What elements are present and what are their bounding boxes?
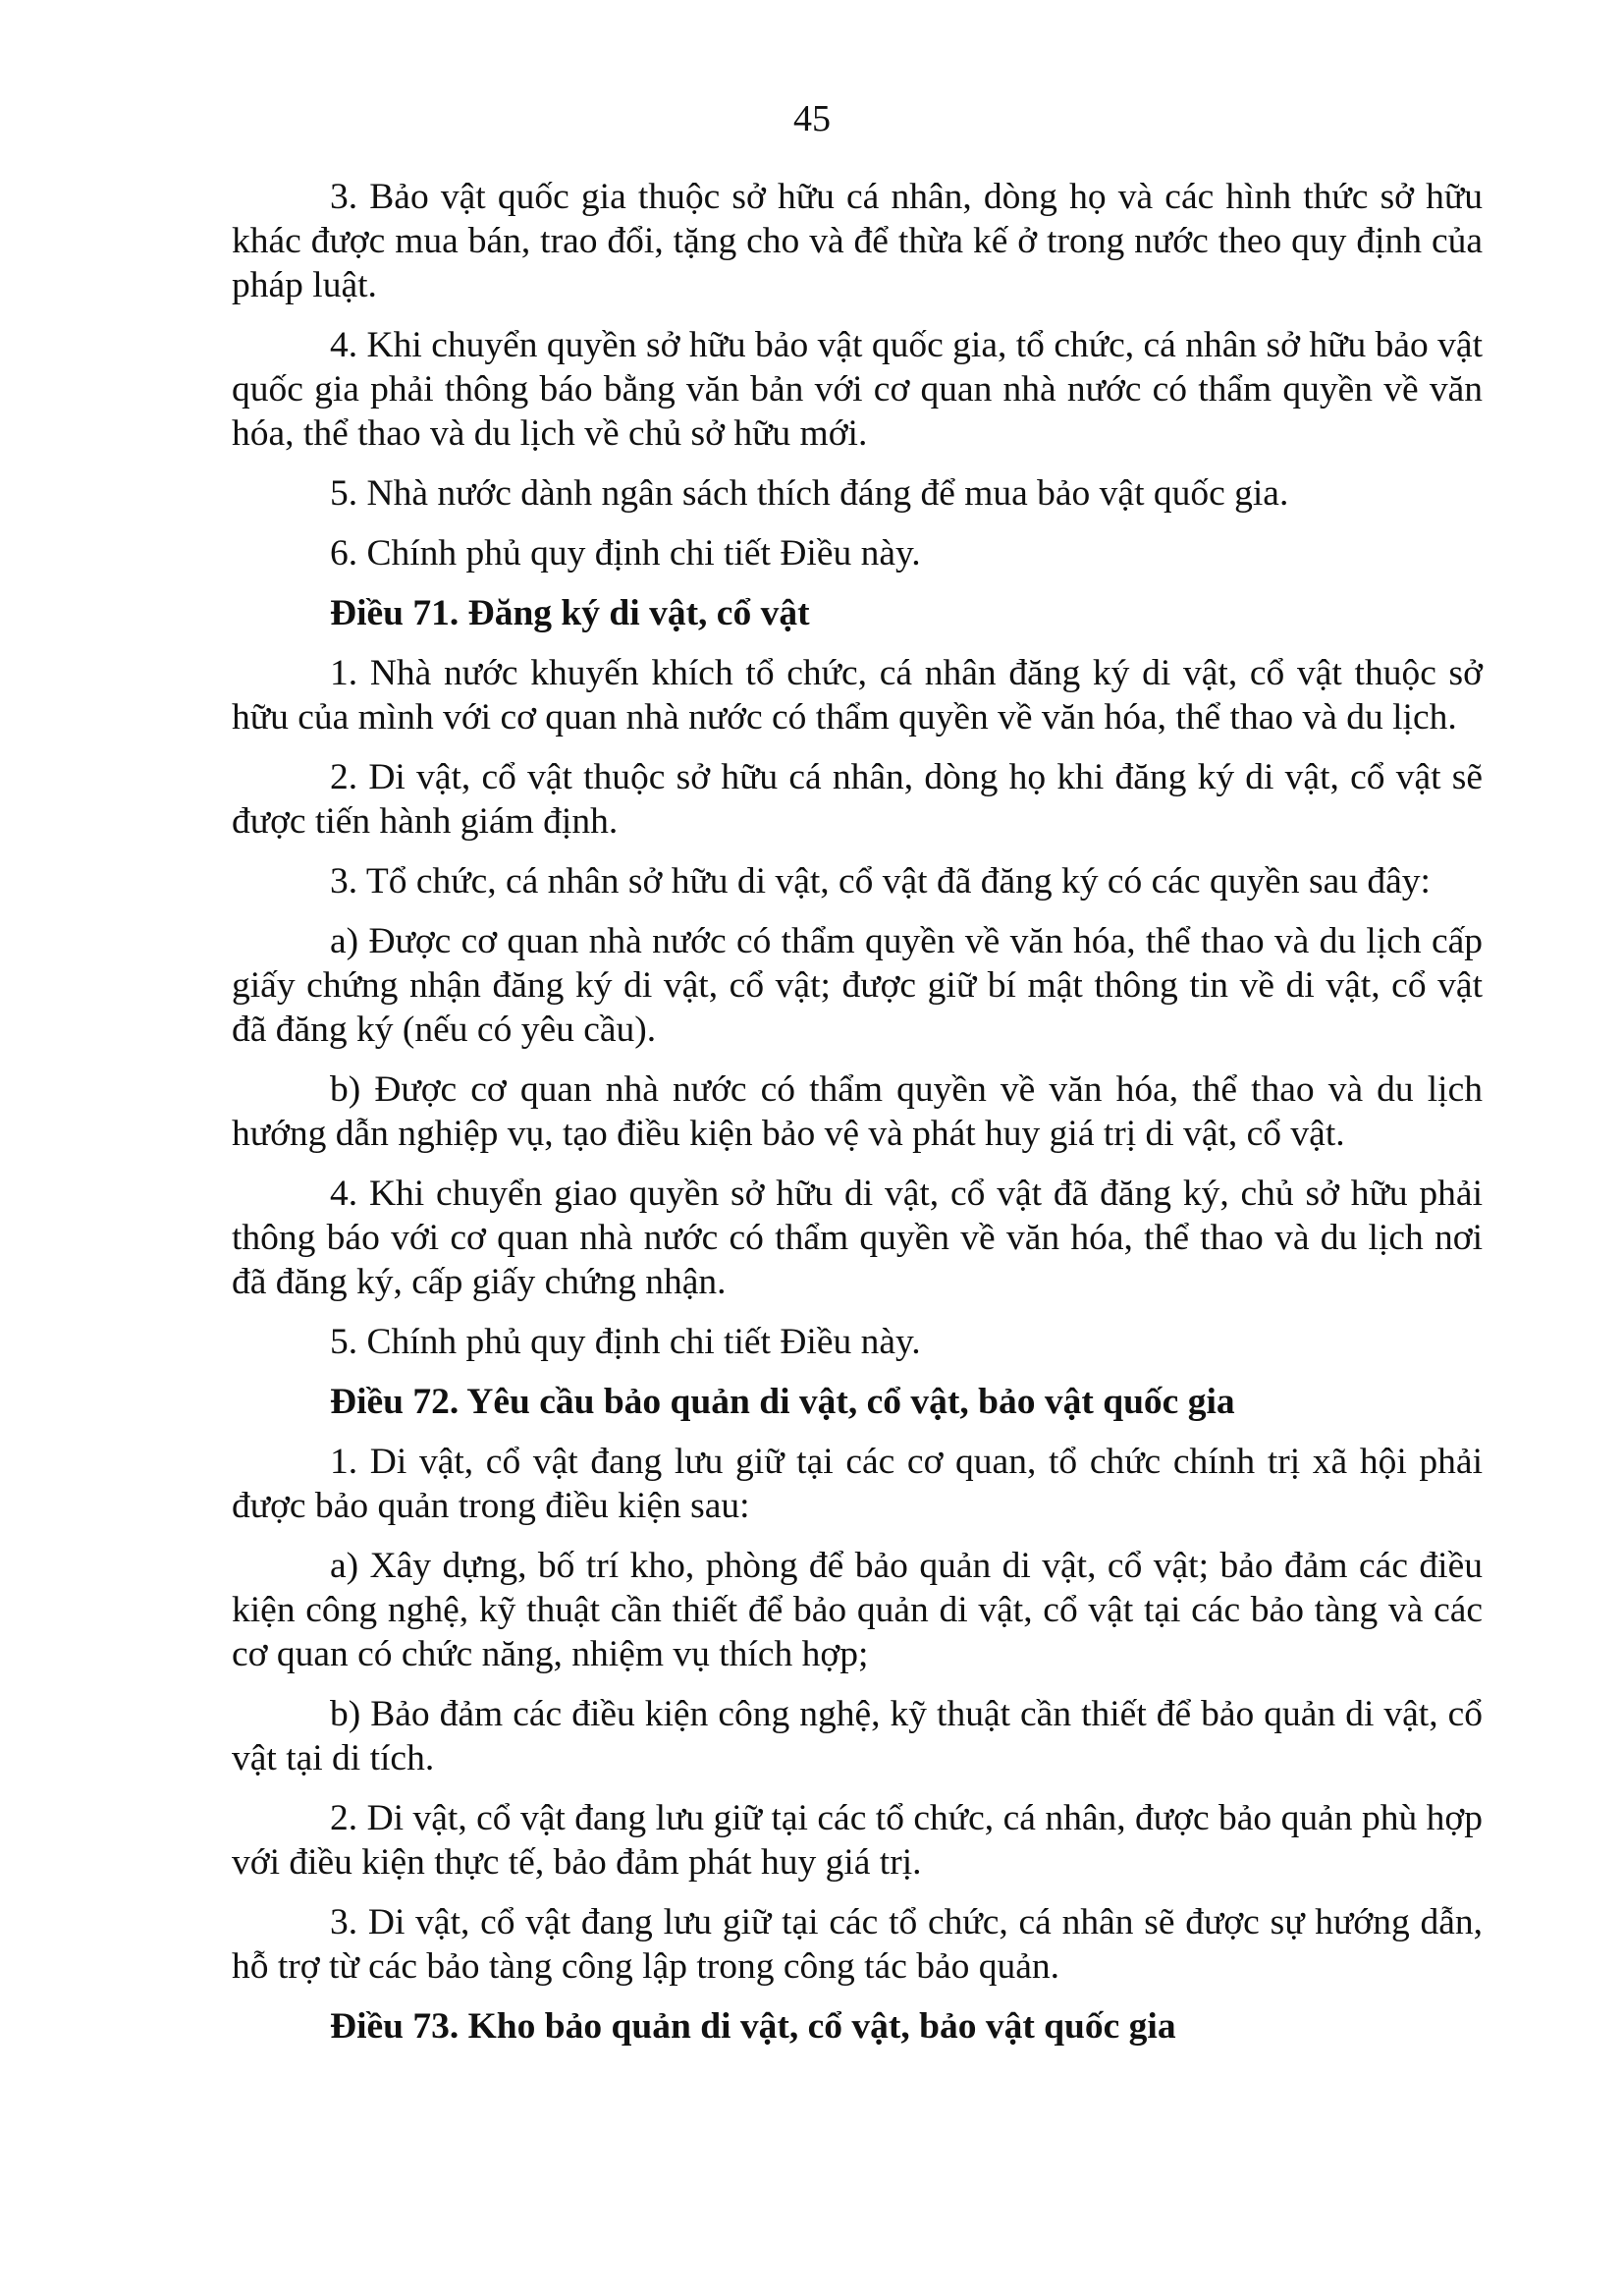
article-71-heading: Điều 71. Đăng ký di vật, cổ vật — [330, 593, 810, 633]
page-number: 45 — [793, 98, 831, 139]
paragraph-72-3: 3. Di vật, cổ vật đang lưu giữ tại các tổ chức, cá nhân sẽ được sự hướng dẫn, hỗ trợ từ các bảo tàng công lập trong công tác bảo quản. — [232, 1902, 1483, 1987]
article-72-heading: Điều 72. Yêu cầu bảo quản di vật, cổ vật, bảo vật quốc gia — [330, 1382, 1235, 1422]
paragraph-71-4: 4. Khi chuyển giao quyền sở hữu di vật, cổ vật đã đăng ký, chủ sở hữu phải thông báo với cơ quan nhà nước có thẩm quyền về văn hóa, thể thao và du lịch nơi đã đăng ký, cấp giấy chứng nhận. — [232, 1174, 1483, 1302]
paragraph-72-1a: a) Xây dựng, bố trí kho, phòng để bảo quản di vật, cổ vật; bảo đảm các điều kiện công nghệ, kỹ thuật cần thiết để bảo quản di vật, cổ vật tại các bảo tàng và các cơ quan có chức năng, nhiệm vụ thích hợp; — [232, 1546, 1483, 1674]
paragraph-70-3: 3. Bảo vật quốc gia thuộc sở hữu cá nhân, dòng họ và các hình thức sở hữu khác được mua bán, trao đổi, tặng cho và để thừa kế ở trong nước theo quy định của pháp luật. — [232, 177, 1483, 305]
paragraph-71-5: 5. Chính phủ quy định chi tiết Điều này. — [330, 1322, 921, 1362]
document-body — [232, 175, 1483, 2064]
paragraph-71-3a: a) Được cơ quan nhà nước có thẩm quyền về văn hóa, thể thao và du lịch cấp giấy chứng nhận đăng ký di vật, cổ vật; được giữ bí mật thông tin về di vật, cổ vật đã đăng ký (nếu có yêu cầu). — [232, 921, 1483, 1050]
paragraph-72-1b: b) Bảo đảm các điều kiện công nghệ, kỹ thuật cần thiết để bảo quản di vật, cổ vật tại di tích. — [232, 1694, 1483, 1778]
paragraph-71-2: 2. Di vật, cổ vật thuộc sở hữu cá nhân, dòng họ khi đăng ký di vật, cổ vật sẽ được tiến hành giám định. — [232, 757, 1483, 842]
paragraph-72-2: 2. Di vật, cổ vật đang lưu giữ tại các tổ chức, cá nhân, được bảo quản phù hợp với điều kiện thực tế, bảo đảm phát huy giá trị. — [232, 1798, 1483, 1883]
paragraph-71-1: 1. Nhà nước khuyến khích tổ chức, cá nhân đăng ký di vật, cổ vật thuộc sở hữu của mình với cơ quan nhà nước có thẩm quyền về văn hóa, thể thao và du lịch. — [232, 653, 1483, 738]
article-73-heading: Điều 73. Kho bảo quản di vật, cổ vật, bảo vật quốc gia — [330, 2006, 1176, 2047]
paragraph-71-3b: b) Được cơ quan nhà nước có thẩm quyền về văn hóa, thể thao và du lịch hướng dẫn nghiệp vụ, tạo điều kiện bảo vệ và phát huy giá trị di vật, cổ vật. — [232, 1069, 1483, 1154]
paragraph-71-3: 3. Tổ chức, cá nhân sở hữu di vật, cổ vật đã đăng ký có các quyền sau đây: — [330, 861, 1431, 902]
paragraph-70-4: 4. Khi chuyển quyền sở hữu bảo vật quốc gia, tổ chức, cá nhân sở hữu bảo vật quốc gia phải thông báo bằng văn bản với cơ quan nhà nước có thẩm quyền về văn hóa, thể thao và du lịch về chủ sở hữu mới. — [232, 325, 1483, 454]
paragraph-70-6: 6. Chính phủ quy định chi tiết Điều này. — [330, 533, 921, 574]
paragraph-70-5: 5. Nhà nước dành ngân sách thích đáng để mua bảo vật quốc gia. — [330, 473, 1289, 514]
paragraph-72-1: 1. Di vật, cổ vật đang lưu giữ tại các cơ quan, tổ chức chính trị xã hội phải được bảo quản trong điều kiện sau: — [232, 1442, 1483, 1526]
